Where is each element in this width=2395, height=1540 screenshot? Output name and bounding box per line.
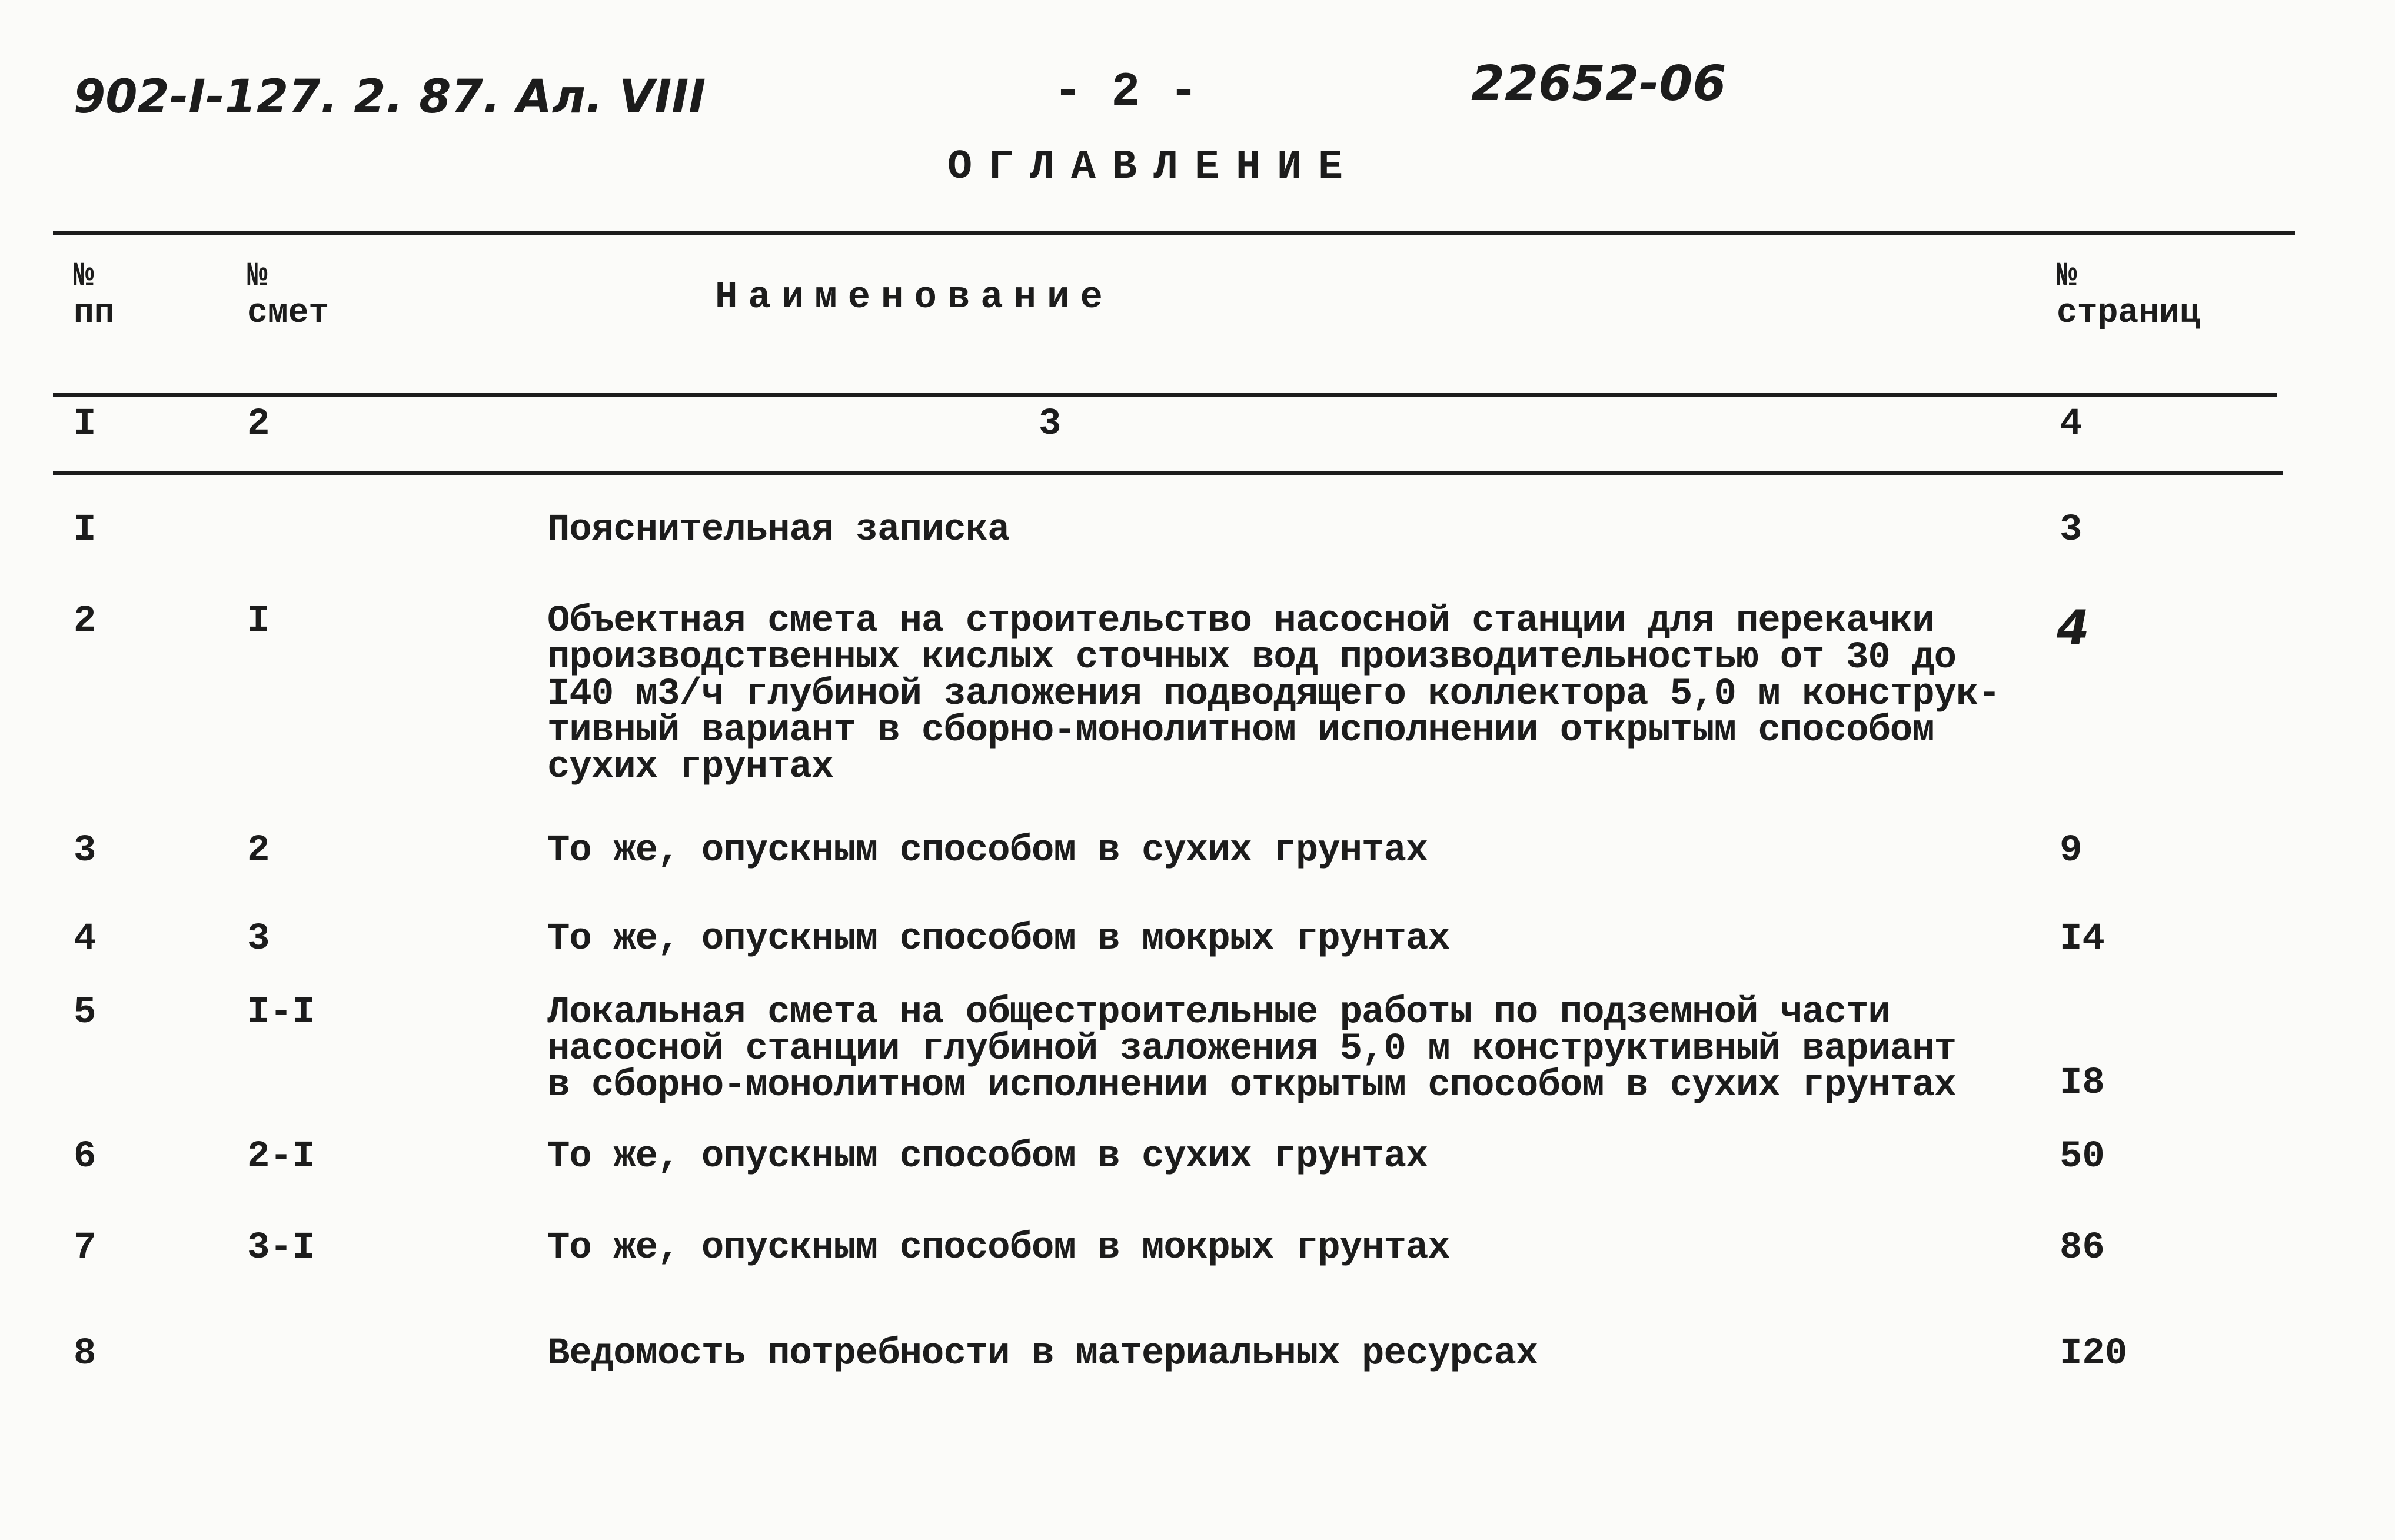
table-row-name: Пояснительная записка xyxy=(547,509,1010,551)
table-row-page: 50 xyxy=(2060,1136,2105,1178)
table-numbers-rule xyxy=(53,471,2283,475)
column-number-3: 3 xyxy=(1039,403,1062,445)
table-row-num: 8 xyxy=(74,1333,97,1375)
table-row-estimate: 3-I xyxy=(247,1227,315,1269)
table-row-name: То же, опускным способом в сухих грунтах xyxy=(547,830,1428,872)
table-row-name: Объектная смета на строительство насосной станции для перекачки производственных кислых сточных вод производительностью от 30 до I40 м3/ч глубиной заложения подводящего коллектора 5,0 м конструк- тивный вариант в сборно-монолитном исполнении открытым способом сухих грунтах xyxy=(547,600,2000,789)
table-row-page: I20 xyxy=(2060,1333,2128,1375)
table-row-page: 86 xyxy=(2060,1227,2105,1269)
document-code: 902-I-127. 2. 87. Ал. VIII xyxy=(74,71,706,124)
column-number-1: I xyxy=(74,403,97,445)
column-number-4: 4 xyxy=(2060,403,2083,445)
table-row-page: 3 xyxy=(2060,509,2083,551)
table-row-estimate: 3 xyxy=(247,918,270,960)
page-number: - 2 - xyxy=(1053,65,1199,119)
table-row-num: 6 xyxy=(74,1136,97,1178)
table-row-num: 4 xyxy=(74,918,97,960)
table-row-num: 2 xyxy=(74,600,97,643)
table-row-estimate: I xyxy=(247,600,270,643)
column-header-name: Наименование xyxy=(715,277,1113,319)
table-row-name: То же, опускным способом в мокрых грунтах xyxy=(547,918,1450,960)
table-row-num: 5 xyxy=(74,992,97,1034)
table-row-page: 4 xyxy=(2057,600,2090,655)
archive-number: 22652-06 xyxy=(1471,56,1727,112)
table-row-name: Ведомость потребности в материальных ресурсах xyxy=(547,1333,1538,1375)
table-row-num: 7 xyxy=(74,1227,97,1269)
table-row-name: То же, опускным способом в сухих грунтах xyxy=(547,1136,1428,1178)
table-row-page: I4 xyxy=(2060,918,2105,960)
page-title: ОГЛАВЛЕНИЕ xyxy=(947,144,1360,191)
column-header-pages: № страниц xyxy=(2057,258,2200,332)
table-row-page: I8 xyxy=(2060,1062,2105,1105)
table-row-name: Локальная смета на общестроительные работы по подземной части насосной станции глубиной заложения 5,0 м конструктивный вариант в сборно-монолитном исполнении открытым способом в сухих грунтах xyxy=(547,992,1956,1107)
table-row-num: I xyxy=(74,509,97,551)
table-row-estimate: 2-I xyxy=(247,1136,315,1178)
table-row-num: 3 xyxy=(74,830,97,872)
table-header-rule xyxy=(53,393,2277,397)
table-row-estimate: I-I xyxy=(247,992,315,1034)
column-header-estimate: № смет xyxy=(247,258,330,332)
column-header-num: № пп xyxy=(74,258,115,332)
table-row-name: То же, опускным способом в мокрых грунтах xyxy=(547,1227,1450,1269)
table-row-estimate: 2 xyxy=(247,830,270,872)
table-top-rule xyxy=(53,231,2295,235)
table-row-page: 9 xyxy=(2060,830,2083,872)
column-number-2: 2 xyxy=(247,403,270,445)
